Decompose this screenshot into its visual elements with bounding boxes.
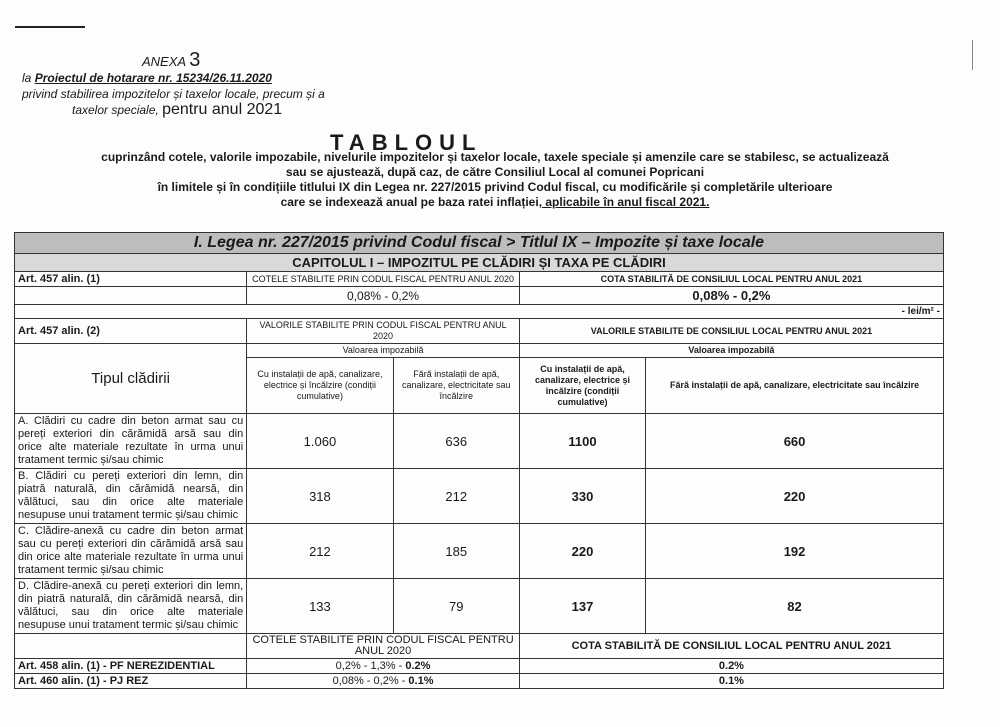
fiscal-with-value: 318: [247, 469, 393, 524]
local-without-value: 192: [646, 524, 944, 579]
fiscal-without-value: 185: [393, 524, 519, 579]
local-taxable-value-header: Valoarea impozabilă: [519, 344, 943, 358]
building-type-desc: C. Clădire-anexă cu cadre din beton armat sau cu pereți exteriori din cărămidă arsă sau din orice alte materiale rezultate în urma unui tratament termic și/sau chimic: [15, 524, 247, 579]
local-without-value: 82: [646, 579, 944, 634]
art-457-1-empty: [15, 287, 247, 305]
margin-mark: [972, 40, 973, 70]
fiscal-with-utilities-header: Cu instalații de apă, canalizare, electrice și încălzire (condiții cumulative): [247, 358, 393, 414]
local-with-utilities-header: Cu instalații de apă, canalizare, electrice și încălzire (condiții cumulative): [519, 358, 645, 414]
local-with-value: 330: [519, 469, 645, 524]
document-title: TABLOUL: [330, 130, 483, 155]
building-type-header: Tipul clădirii: [15, 344, 247, 414]
fiscal-without-value: 212: [393, 469, 519, 524]
art-457-1-local-value: 0,08% - 0,2%: [519, 287, 943, 305]
fiscal-with-value: 1.060: [247, 414, 393, 469]
art-457-2-local-header: VALORILE STABILITE DE CONSILIUL LOCAL PENTRU ANUL 2021: [519, 319, 943, 344]
local-with-value: 1100: [519, 414, 645, 469]
table-row: [15, 579, 944, 634]
table-row: [15, 524, 944, 579]
fiscal-without-value: 79: [393, 579, 519, 634]
chapter-heading: CAPITOLUL I – IMPOZITUL PE CLĂDIRI ȘI TAXA PE CLĂDIRI: [15, 254, 944, 272]
fiscal-with-value: 212: [247, 524, 393, 579]
document-subtitle: cuprinzând cotele, valorile impozabile, nivelurile impozitelor și taxelor locale, taxele speciale și amenzile care se stabilesc, se actualizează sau se ajustează, după caz, de către Consiliul Local al comunei Popricani în limitele și în condițiile titlului IX din Legea nr. 227/2015 privind Codul fiscal, cu modificările și completările ulterioare care se indexează anual pe baza ratei inflației, aplicabile în anul fiscal 2021.: [101, 150, 889, 209]
art-458-local: 0.2%: [519, 659, 943, 674]
bottom-fiscal-header: COTELE STABILITE PRIN CODUL FISCAL PENTRU ANUL 2020: [247, 634, 520, 659]
annex-label: ANEXA 3: [142, 49, 201, 71]
fiscal-without-utilities-header: Fără instalații de apă, canalizare, electricitate sau încălzire: [393, 358, 519, 414]
top-rule: [15, 26, 85, 28]
annex-year: taxelor speciale, pentru anul 2021: [72, 101, 283, 118]
units-label: - lei/m² -: [15, 305, 944, 319]
art-457-1-fiscal-header: COTELE STABILITE PRIN CODUL FISCAL PENTRU ANUL 2020: [247, 272, 520, 287]
art-460-local: 0.1%: [519, 674, 943, 689]
fiscal-with-value: 133: [247, 579, 393, 634]
annex-project: la Proiectul de hotarare nr. 15234/26.11.2020: [22, 71, 272, 85]
art-458-fiscal: 0,2% - 1,3% - 0.2%: [247, 659, 520, 674]
annex-purpose: privind stabilirea impozitelor și taxelor locale, precum și a: [22, 87, 325, 101]
art-458-label: Art. 458 alin. (1) - PF NEREZIDENTIAL: [15, 659, 247, 674]
local-with-value: 220: [519, 524, 645, 579]
section-band: I. Legea nr. 227/2015 privind Codul fiscal > Titlul IX – Impozite și taxe locale: [15, 233, 944, 254]
building-type-desc: B. Clădiri cu pereți exteriori din lemn, din piatră naturală, din cărămidă nearsă, din vălătuci, sau din orice alte materiale nesupuse unui tratament termic și/sau chimic: [15, 469, 247, 524]
tax-table: [14, 232, 944, 689]
table-row: [15, 469, 944, 524]
building-type-desc: D. Clădire-anexă cu pereți exteriori din lemn, din piatră naturală, din cărămidă nearsă, din vălătuci, sau din orice alte materiale nesupuse unui tratament termic și/sau chimic: [15, 579, 247, 634]
local-without-value: 220: [646, 469, 944, 524]
fiscal-taxable-value-header: Valoarea impozabilă: [247, 344, 520, 358]
art-457-2-label: Art. 457 alin. (2): [15, 319, 247, 344]
art-457-1-local-header: COTA STABILITĂ DE CONSILIUL LOCAL PENTRU ANUL 2021: [519, 272, 943, 287]
bottom-empty: [15, 634, 247, 659]
building-type-desc: A. Clădiri cu cadre din beton armat sau cu pereți exteriori din cărămidă arsă sau din orice alte materiale rezultate în urma unui tratament termic și/sau chimic: [15, 414, 247, 469]
art-457-1-row: Art. 457 alin. (1): [15, 272, 247, 287]
bottom-local-header: COTA STABILITĂ DE CONSILIUL LOCAL PENTRU ANUL 2021: [519, 634, 943, 659]
art-460-fiscal: 0,08% - 0,2% - 0.1%: [247, 674, 520, 689]
art-457-1-fiscal-value: 0,08% - 0,2%: [247, 287, 520, 305]
art-457-2-fiscal-header: VALORILE STABILITE PRIN CODUL FISCAL PENTRU ANUL 2020: [247, 319, 520, 344]
local-without-value: 660: [646, 414, 944, 469]
art-460-label: Art. 460 alin. (1) - PJ REZ: [15, 674, 247, 689]
local-without-utilities-header: Fără instalații de apă, canalizare, electricitate sau încălzire: [646, 358, 944, 414]
table-row: [15, 414, 944, 469]
fiscal-without-value: 636: [393, 414, 519, 469]
local-with-value: 137: [519, 579, 645, 634]
annex-header: [22, 49, 325, 118]
